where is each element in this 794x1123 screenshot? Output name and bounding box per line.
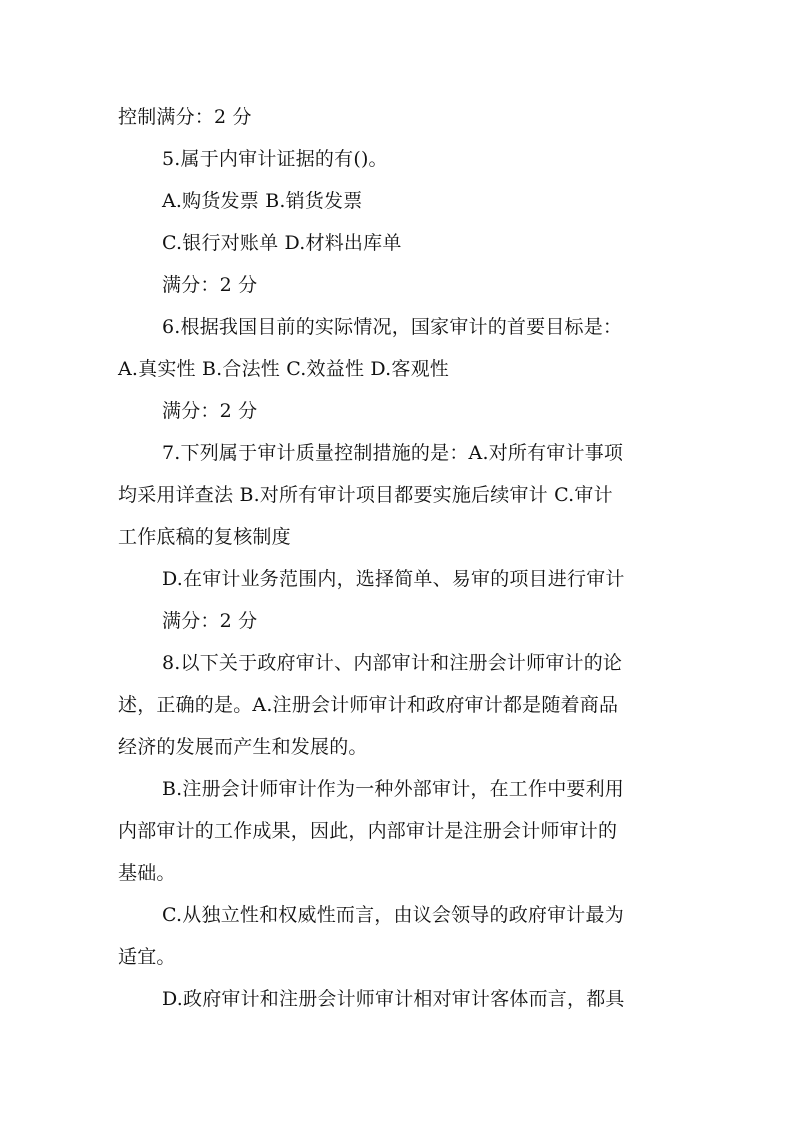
score-line: 满分：2 分 [162,610,258,632]
question-8-option-d: D.政府审计和注册会计师审计相对审计客体而言，都具 [162,988,625,1010]
score-line: 满分：2 分 [162,274,258,296]
question-5-options-cd: C.银行对账单 D.材料出库单 [162,232,402,254]
question-8-option-b-continued: 基础。 [118,862,176,884]
question-6: 6.根据我国目前的实际情况，国家审计的首要目标是： [162,316,623,338]
question-5-options-ab: A.购货发票 B.销货发票 [162,190,363,212]
question-7-continued: 均采用详查法 B.对所有审计项目都要实施后续审计 C.审计 [118,484,613,506]
question-7-option-d: D.在审计业务范围内，选择简单、易审的项目进行审计 [162,568,625,590]
question-8-option-c: C.从独立性和权威性而言，由议会领导的政府审计最为 [162,904,624,926]
question-8-continued: 经济的发展而产生和发展的。 [118,736,368,758]
question-8-option-c-continued: 适宜。 [118,946,176,968]
question-8-continued: 述，正确的是。A.注册会计师审计和政府审计都是随着商品 [118,694,619,716]
question-5: 5.属于内审计证据的有()。 [162,148,388,170]
question-8-option-b-continued: 内部审计的工作成果，因此，内部审计是注册会计师审计的 [118,820,618,842]
question-7-continued: 工作底稿的复核制度 [118,526,291,548]
question-8-option-b: B.注册会计师审计作为一种外部审计，在工作中要利用 [162,778,625,800]
question-7: 7.下列属于审计质量控制措施的是：A.对所有审计事项 [162,442,624,464]
question-6-options: A.真实性 B.合法性 C.效益性 D.客观性 [118,358,449,380]
score-line: 满分：2 分 [162,400,258,422]
text-line: 控制满分：2 分 [118,106,252,128]
question-8: 8.以下关于政府审计、内部审计和注册会计师审计的论 [162,652,623,674]
